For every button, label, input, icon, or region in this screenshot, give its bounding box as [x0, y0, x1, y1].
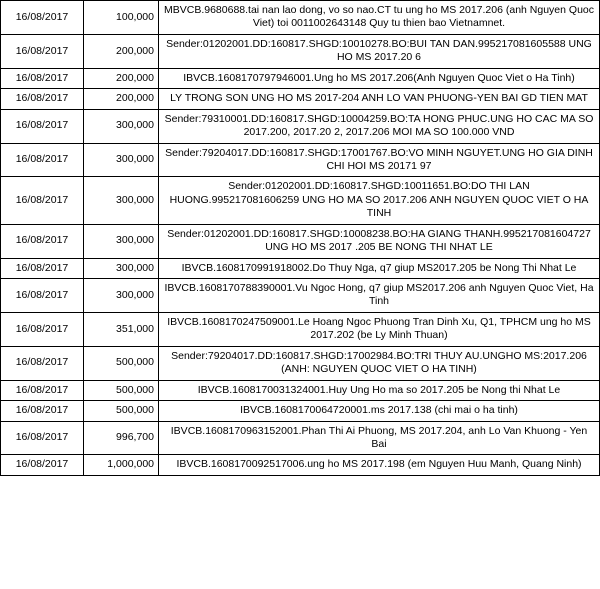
cell-date: 16/08/2017 — [1, 380, 84, 400]
cell-detail: IBVCB.1608170247509001.Le Hoang Ngoc Phuong Tran Dinh Xu, Q1, TPHCM ung ho MS 2017.202 (be Ly Minh Thuan) — [159, 312, 600, 346]
table-row — [1, 421, 600, 455]
table-row — [1, 455, 600, 475]
cell-amount: 500,000 — [84, 346, 159, 380]
table-row — [1, 258, 600, 278]
cell-date: 16/08/2017 — [1, 258, 84, 278]
cell-amount: 300,000 — [84, 177, 159, 224]
cell-detail: Sender:01202001.DD:160817.SHGD:10008238.BO:HA GIANG THANH.995217081604727 UNG HO MS 2017 .205 BE NONG THI NHAT LE — [159, 224, 600, 258]
table-row — [1, 401, 600, 421]
cell-detail: IBVCB.1608170788390001.Vu Ngoc Hong, q7 giup MS2017.206 anh Nguyen Quoc Viet, Ha Tinh — [159, 279, 600, 313]
cell-detail: Sender:79204017.DD:160817.SHGD:17001767.BO:VO MINH NGUYET.UNG HO GIA DINH CHI HOI MS 20171 97 — [159, 143, 600, 177]
cell-date: 16/08/2017 — [1, 109, 84, 143]
cell-amount: 200,000 — [84, 34, 159, 68]
cell-amount: 500,000 — [84, 401, 159, 421]
cell-detail: IBVCB.1608170092517006.ung ho MS 2017.198 (em Nguyen Huu Manh, Quang Ninh) — [159, 455, 600, 475]
table-row — [1, 177, 600, 224]
table-row — [1, 89, 600, 109]
cell-date: 16/08/2017 — [1, 89, 84, 109]
table-body — [1, 1, 600, 476]
table-row — [1, 1, 600, 35]
table-row — [1, 346, 600, 380]
cell-detail: Sender:79310001.DD:160817.SHGD:10004259.BO:TA HONG PHUC.UNG HO CAC MA SO 2017.200, 2017.20 2, 2017.206 MOI MA SO 100.000 VND — [159, 109, 600, 143]
cell-detail: IBVCB.1608170991918002.Do Thuy Nga, q7 giup MS2017.205 be Nong Thi Nhat Le — [159, 258, 600, 278]
table-row — [1, 224, 600, 258]
cell-amount: 200,000 — [84, 68, 159, 88]
cell-date: 16/08/2017 — [1, 346, 84, 380]
cell-date: 16/08/2017 — [1, 312, 84, 346]
cell-date: 16/08/2017 — [1, 421, 84, 455]
cell-detail: Sender:79204017.DD:160817.SHGD:17002984.BO:TRI THUY AU.UNGHO MS:2017.206 (ANH: NGUYEN QUOC VIET O HA TINH) — [159, 346, 600, 380]
cell-amount: 100,000 — [84, 1, 159, 35]
table-row — [1, 380, 600, 400]
cell-date: 16/08/2017 — [1, 34, 84, 68]
cell-detail: MBVCB.9680688.tai nan lao dong, vo so nao.CT tu ung ho MS 2017.206 (anh Nguyen Quoc Viet) toi 0011002643148 Quy tu thien bao Vietnamnet. — [159, 1, 600, 35]
cell-amount: 300,000 — [84, 224, 159, 258]
cell-amount: 200,000 — [84, 89, 159, 109]
cell-date: 16/08/2017 — [1, 279, 84, 313]
cell-amount: 500,000 — [84, 380, 159, 400]
cell-detail: Sender:01202001.DD:160817.SHGD:10010278.BO:BUI TAN DAN.995217081605588 UNG HO MS 2017.20 6 — [159, 34, 600, 68]
cell-amount: 300,000 — [84, 258, 159, 278]
cell-amount: 300,000 — [84, 109, 159, 143]
cell-date: 16/08/2017 — [1, 1, 84, 35]
cell-detail: IBVCB.1608170963152001.Phan Thi Ai Phuong, MS 2017.204, anh Lo Van Khuong - Yen Bai — [159, 421, 600, 455]
cell-amount: 996,700 — [84, 421, 159, 455]
cell-date: 16/08/2017 — [1, 224, 84, 258]
cell-detail: LY TRONG SON UNG HO MS 2017-204 ANH LO VAN PHUONG-YEN BAI GD TIEN MAT — [159, 89, 600, 109]
table-row — [1, 279, 600, 313]
cell-amount: 300,000 — [84, 143, 159, 177]
cell-detail: IBVCB.1608170031324001.Huy Ung Ho ma so 2017.205 be Nong thi Nhat Le — [159, 380, 600, 400]
table-row — [1, 143, 600, 177]
table-row — [1, 34, 600, 68]
cell-amount: 1,000,000 — [84, 455, 159, 475]
cell-date: 16/08/2017 — [1, 177, 84, 224]
cell-date: 16/08/2017 — [1, 401, 84, 421]
cell-detail: IBVCB.1608170797946001.Ung ho MS 2017.206(Anh Nguyen Quoc Viet o Ha Tinh) — [159, 68, 600, 88]
cell-date: 16/08/2017 — [1, 455, 84, 475]
cell-amount: 300,000 — [84, 279, 159, 313]
cell-date: 16/08/2017 — [1, 68, 84, 88]
table-row — [1, 68, 600, 88]
table-row — [1, 312, 600, 346]
cell-detail: Sender:01202001.DD:160817.SHGD:10011651.BO:DO THI LAN HUONG.995217081606259 UNG HO MA SO 2017.206 ANH NGUYEN QUOC VIET O HA TINH — [159, 177, 600, 224]
cell-detail: IBVCB.1608170064720001.ms 2017.138 (chi mai o ha tinh) — [159, 401, 600, 421]
cell-date: 16/08/2017 — [1, 143, 84, 177]
cell-amount: 351,000 — [84, 312, 159, 346]
table-row — [1, 109, 600, 143]
